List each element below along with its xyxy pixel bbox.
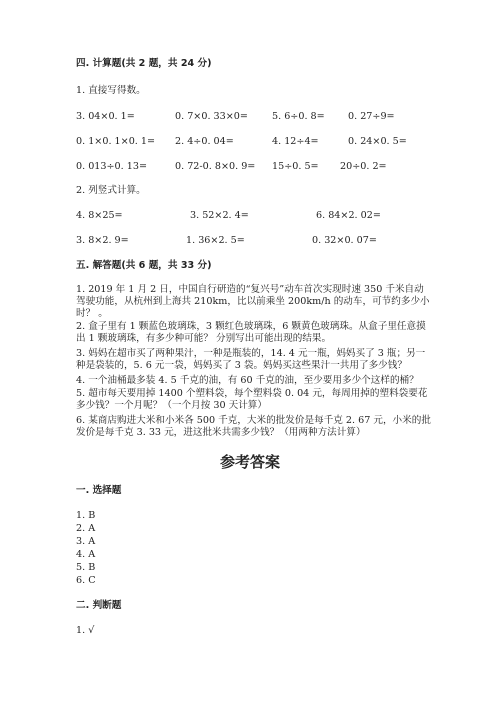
problem-4: 4. 一个油桶最多装 4. 5 千克的油，有 60 千克的油，至少要用多少个这样的桶？ <box>76 375 419 386</box>
answer-item: 1. B <box>76 510 96 521</box>
q2-item: 3. 52×2. 4= <box>190 210 249 221</box>
q1-item: 5. 6÷0. 8= <box>272 111 325 122</box>
q1-item: 0. 1×0. 1×0. 1= <box>76 136 156 147</box>
answers-section2-heading: 二. 判断题 <box>76 600 122 611</box>
answers-section1-heading: 一. 选择题 <box>76 485 122 496</box>
answer-item: 4. A <box>76 549 96 560</box>
q2-item: 1. 36×2. 5= <box>186 235 245 246</box>
q1-item: 2. 4÷0. 04= <box>175 136 234 147</box>
section5-heading: 五. 解答题(共 6 题，共 33 分) <box>76 260 212 271</box>
q1-item: 0. 7×0. 33×0= <box>175 111 248 122</box>
answer-item: 1. √ <box>76 625 95 636</box>
q1-item: 0. 27÷9= <box>348 111 395 122</box>
problem-6: 6. 某商店购进大米和小米各 500 千克，大米的批发价是每千克 2. 67 元，小米的批发价是每千克 3. 33 元，进这批米共需多少钱？（用两种方法计算） <box>76 415 431 438</box>
q1-item: 3. 04×0. 1= <box>76 111 135 122</box>
answer-item: 3. A <box>76 536 96 547</box>
problem-3: 3. 妈妈在超市买了两种果汁，一种是瓶装的，14. 4 元一瓶，妈妈买了 3 瓶；另一种是袋装的，5. 6 元一袋，妈妈买了 3 袋。妈妈买这些果汁一共用了多少钱？ <box>76 348 426 371</box>
q1-item: 20÷0. 2= <box>340 161 387 172</box>
q2-item: 6. 84×2. 02= <box>316 210 381 221</box>
q1-item: 0. 72-0. 8×0. 9= <box>175 161 256 172</box>
q2-item: 4. 8×25= <box>76 210 123 221</box>
q2-label: 2. 列竖式计算。 <box>76 185 146 196</box>
answer-item: 5. B <box>76 562 96 573</box>
q1-item: 15÷0. 5= <box>272 161 319 172</box>
q1-label: 1. 直接写得数。 <box>76 85 146 96</box>
q1-item: 4. 12÷4= <box>272 136 319 147</box>
q1-item: 0. 24×0. 5= <box>348 136 407 147</box>
problem-1: 1. 2019 年 1 月 2 日，中国自行研造的“复兴号”动车首次实现时速 350 千米自动驾驶功能，从杭州到上海共 210km，比以前乘坐 200km/h 的动车，可节约多少小时？ 。 <box>76 284 430 319</box>
q2-item: 0. 32×0. 07= <box>312 235 377 246</box>
answer-item: 6. C <box>76 575 96 586</box>
problem-2: 2. 盒子里有 1 颗蓝色玻璃珠，3 颗红色玻璃珠，6 颗黄色玻璃珠。从盒子里任意摸出 1 颗玻璃珠，有多少种可能？ 分别写出可能出现的结果。 <box>76 321 426 344</box>
problem-5: 5. 超市每天要用掉 1400 个塑料袋，每个塑料袋 0. 04 元，每周用掉的塑料袋要花多少钱？一个月呢？（一个月按 30 天计算） <box>76 388 428 411</box>
q1-item: 0. 013÷0. 13= <box>76 161 148 172</box>
section4-heading: 四. 计算题(共 2 题，共 24 分) <box>76 58 212 69</box>
answers-title: 参考答案 <box>219 453 280 471</box>
answer-item: 2. A <box>76 523 96 534</box>
q2-item: 3. 8×2. 9= <box>76 235 129 246</box>
